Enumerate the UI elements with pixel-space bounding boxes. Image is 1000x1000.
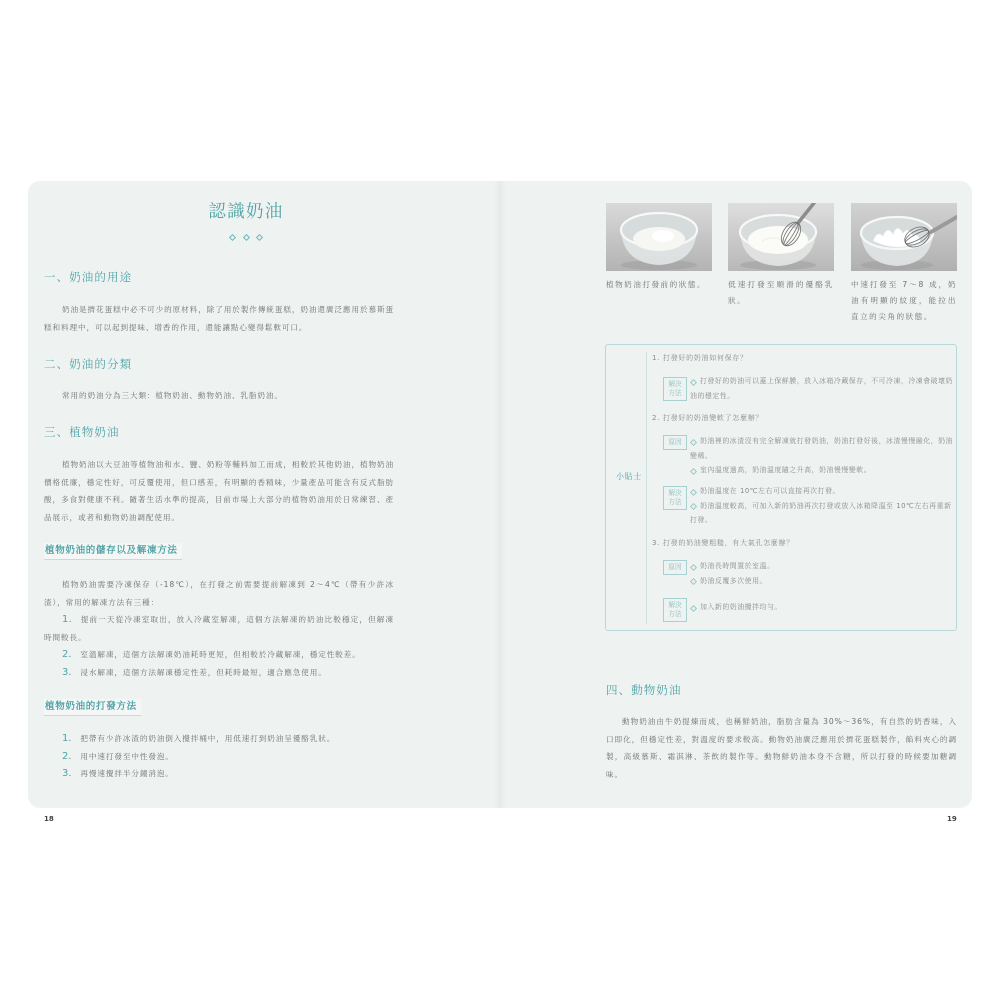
tip-answer-text: 奶油溫度在 10℃左右可以直接再次打發。: [700, 487, 840, 495]
tip-answer-list: [690, 434, 954, 478]
list-number: 3．: [62, 666, 79, 678]
tip-answer-item: [690, 574, 954, 589]
section-heading-vegetable-cream: 三、植物奶油: [44, 425, 120, 439]
diamond-bullet-icon: [690, 503, 697, 510]
section-body-vegetable-cream: 植物奶油以大豆油等植物油和水、鹽、奶粉等輔料加工而成，相較於其他奶油，植物奶油價格低廉，穩定性好，可反覆使用，但口感差，有明顯的香精味，少量產品可能含有反式脂肪酸，多食對健康不利。隨著生活水準的提高，目前市場上大部分的植物奶油用於日常練習、產品展示，或者和動物奶油調配使用。: [44, 460, 394, 522]
list-item-text: 用中速打發至中性發泡。: [80, 751, 174, 761]
section-heading-uses: 一、奶油的用途: [44, 270, 133, 284]
thaw-method-item: [44, 646, 394, 664]
tip-tag-solution: 解決方法: [663, 377, 687, 401]
diamond-ornament-icon: [256, 233, 263, 240]
tip-answer-text: 奶油裡的冰渣沒有完全解凍就打發奶油，奶油打發好後，冰渣慢慢融化，奶油變稀。: [690, 437, 953, 460]
tip-answer-list: [690, 559, 954, 588]
tip-answer-list: [690, 600, 954, 615]
list-number: 3．: [62, 768, 79, 779]
diamond-bullet-icon: [690, 488, 697, 495]
tip-answer-text: 奶油反覆多次使用。: [700, 576, 767, 585]
section-body-types: 常用的奶油分為三大類：植物奶油、動物奶油、乳脂奶油。: [62, 391, 283, 400]
page-gutter: [494, 181, 506, 808]
tip-answer-item: [690, 374, 954, 403]
tip-answer-item: [690, 484, 954, 499]
diamond-bullet-icon: [690, 563, 697, 570]
tip-question: 1. 打發好的奶油如何保存？: [652, 354, 748, 362]
photo-caption: 植物奶油打發前的狀態。: [606, 280, 707, 289]
cream-pool: [748, 226, 808, 254]
tip-answer-item: [690, 499, 954, 528]
diamond-ornament-icon: [242, 233, 249, 240]
page-number-right: 19: [947, 815, 957, 823]
tip-answer-text: 加入新的奶油攪拌均勻。: [700, 603, 782, 611]
diamond-bullet-icon: [690, 438, 697, 445]
tip-answer-item: [690, 463, 954, 478]
photo-caption: 低速打發至順滑的優酪乳狀。: [728, 280, 834, 305]
whipping-step-item: [44, 730, 394, 748]
section-body-uses: 奶油是擠花蛋糕中必不可少的原材料，除了用於製作傳統蛋糕，奶油還廣泛應用於慕斯蛋糕和料理中，可以起到提味、增香的作用，還能讓點心變得鬆軟可口。: [44, 305, 394, 332]
tip-answer-text: 奶油長時間置於室溫。: [700, 562, 775, 570]
whipping-step-item: [44, 748, 394, 766]
tip-answer-item: [690, 559, 954, 574]
diamond-ornament-icon: [229, 233, 236, 240]
diamond-bullet-icon: [690, 378, 697, 385]
tip-question: 3. 打發的奶油變粗糙，有大氣孔怎麼辦？: [652, 539, 794, 547]
section-heading-types: 二、奶油的分類: [44, 357, 133, 371]
thaw-method-item: [44, 611, 394, 646]
tip-answer-list: [690, 374, 954, 403]
tip-tag-reason: 原因: [663, 435, 687, 450]
cream: [748, 226, 808, 254]
page-number-left: 18: [44, 815, 54, 823]
section-body-animal-cream: 動物奶油由牛奶提煉而成，也稱鮮奶油，脂肪含量為 30%～36%，有自然的奶香味，入口即化，但穩定性差，對溫度的要求較高。動物奶油廣泛應用於擠花蛋糕製作，餡料夾心的調製，高級慕斯、霜淇淋、茶飲的製作等。動物鮮奶油本身不含糖，所以打發的時候要加糖調味。: [606, 717, 957, 779]
thaw-method-item: [44, 664, 394, 682]
list-item-text: 浸水解凍，這個方法解凍穩定性差，但耗時最短，適合應急使用。: [80, 667, 327, 677]
storage-intro: 植物奶油需要冷凍保存（-18℃），在打發之前需要提前解凍到 2～4℃（帶有少許冰渣），常用的解凍方法有三種：: [44, 580, 394, 607]
photo-caption: 中速打發至 7～8 成，奶油有明顯的紋度，能拉出直立的尖角的狀態。: [851, 280, 957, 321]
page-title: 認識奶油: [208, 202, 284, 222]
diamond-bullet-icon: [690, 578, 697, 585]
list-number: 1．: [62, 733, 79, 744]
tip-tag-solution: 解決方法: [663, 598, 687, 622]
tip-tag-reason: 原因: [663, 560, 687, 575]
diamond-bullet-icon: [690, 604, 697, 611]
list-number: 1．: [62, 614, 79, 625]
photo-cream-before-whipping: [606, 203, 712, 271]
photo-cream-medium-speed: [851, 203, 957, 271]
bowl-of-low-speed-whipped-cream-photo: [728, 203, 834, 271]
section-heading-animal-cream: 四、動物奶油: [606, 683, 682, 697]
tip-answer-text: 奶油溫度較高，可加入新的奶油再次打發或放入冰箱降溫至 10℃左右再重新打發。: [690, 501, 952, 525]
tips-divider: [646, 352, 647, 624]
whipping-step-item: [44, 765, 394, 783]
list-number: 2．: [62, 649, 79, 660]
bowl-of-unwhipped-cream-photo: [606, 203, 712, 271]
diamond-bullet-icon: [690, 468, 697, 475]
tips-label: 小貼士: [616, 472, 642, 481]
cream: [633, 227, 685, 251]
tip-answer-text: 打發好的奶油可以蓋上保鮮膜，放入冰箱冷藏保存，不可冷凍，冷凍會破壞奶油的穩定性。: [690, 377, 953, 400]
list-item-text: 把帶有少許冰渣的奶油倒入攪拌桶中，用低速打到奶油呈優酪乳狀。: [80, 734, 336, 743]
list-number: 2．: [62, 750, 79, 762]
tip-answer-text: 室內溫度過高，奶油溫度隨之升高，奶油慢慢變軟。: [700, 466, 872, 475]
cream-mound: [652, 230, 674, 242]
list-item-text: 提前一天從冷凍室取出，放入冷藏室解凍，這個方法解凍的奶油比較穩定，但解凍時間較長。: [44, 615, 394, 642]
tip-answer-list: [690, 484, 954, 528]
title-ornament: [230, 234, 262, 240]
tip-answer-item: [690, 600, 954, 615]
tip-tag-solution: 解決方法: [663, 486, 687, 510]
list-item-text: 室溫解凍，這個方法解凍奶油耗時更短，但相較於冷藏解凍，穩定性較差。: [80, 650, 361, 659]
list-item-text: 再慢速攪拌半分鐘消泡。: [80, 769, 174, 778]
tip-answer-item: [690, 434, 954, 463]
subheading-whipping: 植物奶油的打發方法: [44, 699, 141, 716]
subheading-storage: 植物奶油的儲存以及解凍方法: [44, 543, 182, 560]
bowl-of-medium-speed-whipped-cream-photo: [851, 203, 957, 271]
photo-cream-low-speed: [728, 203, 834, 271]
tip-question: 2. 打發好的奶油變軟了怎麼辦？: [652, 414, 764, 422]
